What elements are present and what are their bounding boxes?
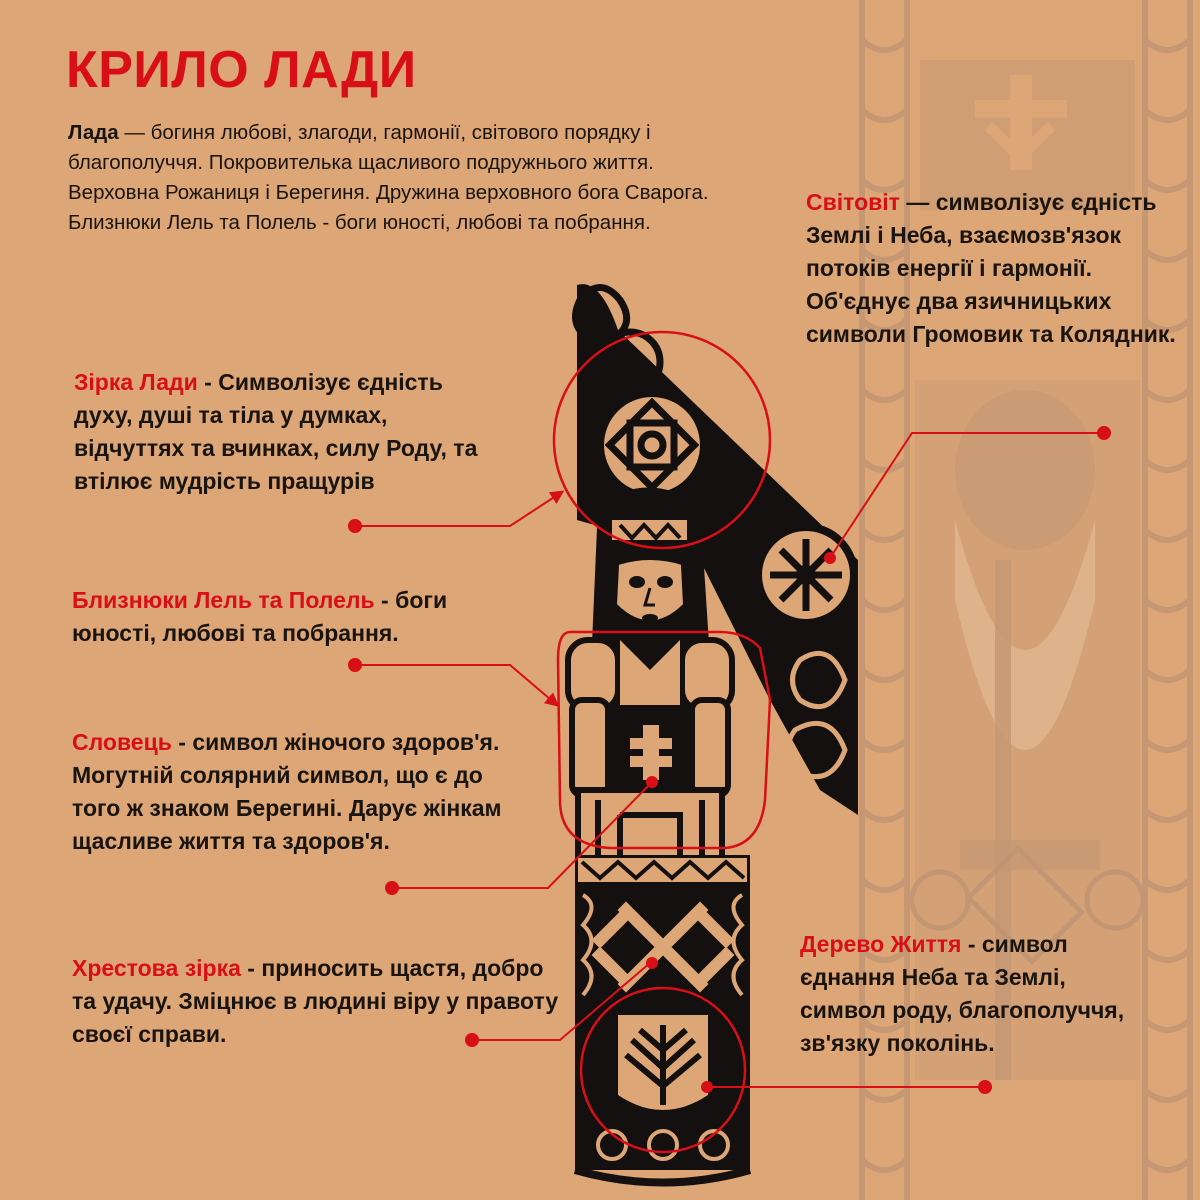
- page-title: КРИЛО ЛАДИ: [66, 41, 417, 99]
- annotation-text: - символ єднання Неба та Землі, символ роду, благополуччя, зв'язку поколінь.: [800, 931, 1125, 1056]
- intro-paragraph: [68, 118, 718, 238]
- target-dot-slovets: [646, 776, 658, 788]
- intro-term: Лада: [68, 121, 119, 144]
- callout-line-twins: [355, 665, 557, 705]
- annotation-term: Світовіт: [806, 189, 900, 215]
- annotation-slovets: [72, 726, 532, 858]
- annotation-text: — символізує єдність Землі і Неба, взаємозв'язок потоків енергії і гармонії. Об'єднує два язичницьких символи Громовик та Колядник.: [806, 189, 1176, 347]
- annotation-text: - приносить щастя, добро та удачу. Зміцнює в людині віру у правоту своєї справи.: [72, 955, 559, 1047]
- target-dot-cross-star: [646, 957, 658, 969]
- annotation-term: Зірка Лади: [74, 369, 198, 395]
- callout-dot-lada-star: [348, 519, 362, 533]
- callout-dot-tree-of-life: [978, 1080, 992, 1094]
- annotation-cross-star: [72, 952, 572, 1051]
- target-dot-tree-of-life: [701, 1081, 713, 1093]
- annotation-term: Дерево Життя: [800, 931, 962, 957]
- annotation-text: - боги юності, любові та побрання.: [72, 587, 448, 646]
- annotation-lada-star: [74, 366, 494, 498]
- annotation-text: - Символізує єдність духу, душі та тіла у думках, відчуттях та вчинках, силу Роду, та втілює мудрість пращурів: [74, 369, 478, 494]
- annotation-tree-of-life: [800, 928, 1130, 1060]
- annotation-text: - символ жіночого здоров'я. Могутній солярний символ, що є до того ж знаком Берегині. Дарує жінкам щасливе життя та здоров'я.: [72, 729, 502, 854]
- annotation-svitovit: [806, 186, 1176, 351]
- annotation-term: Хрестова зірка: [72, 955, 241, 981]
- callout-dot-svitovit: [1097, 426, 1111, 440]
- twins-highlight: [558, 632, 770, 848]
- lada-star-highlight: [554, 332, 770, 548]
- callout-dot-slovets: [385, 881, 399, 895]
- annotation-twins: [72, 584, 472, 650]
- target-dot-svitovit: [824, 552, 836, 564]
- callout-line-svitovit: [830, 433, 1104, 558]
- callout-dot-twins: [348, 658, 362, 672]
- annotation-term: Словець: [72, 729, 172, 755]
- tree-of-life-highlight: [581, 988, 745, 1152]
- annotation-term: Близнюки Лель та Полель: [72, 587, 375, 613]
- intro-text: — богиня любові, злагоди, гармонії, світового порядку і благополуччя. Покровителька щасливого подружнього життя. Верховна Рожаниця і Берегиня. Дружина верховного бога Сварога. Близнюки Лель та Полель - боги юності, любові та побрання.: [68, 121, 709, 234]
